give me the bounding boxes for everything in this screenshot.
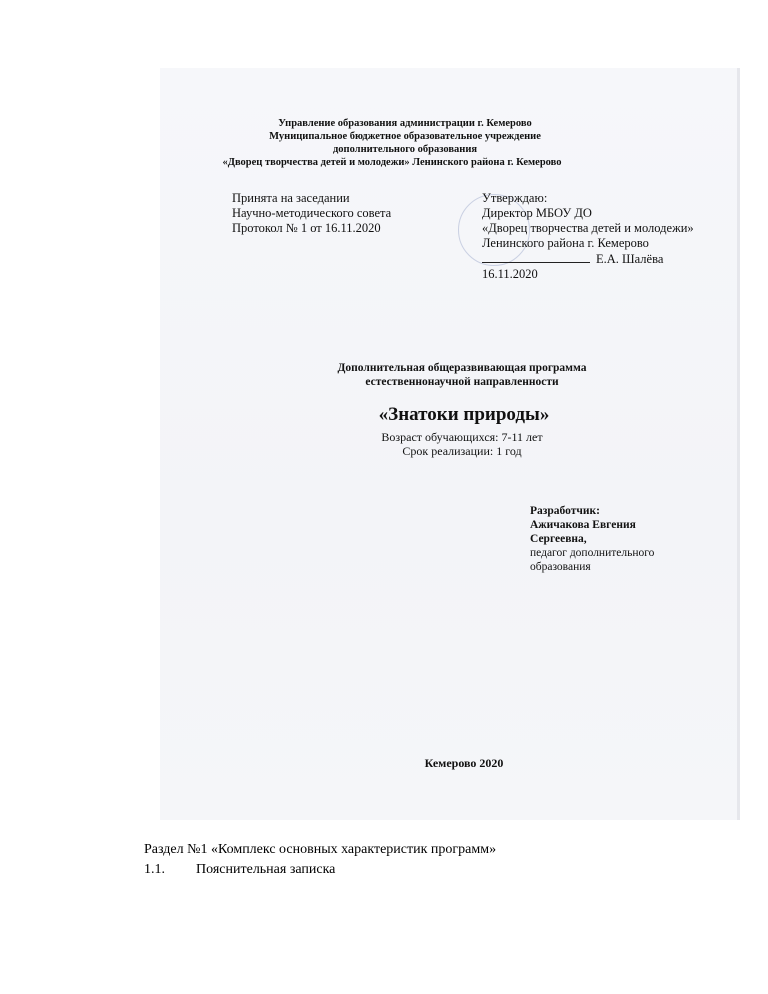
header-line-3: дополнительного образования: [332, 144, 478, 155]
approved-line-2: Директор МБОУ ДО: [482, 206, 592, 220]
accepted-line-3: Протокол № 1 от 16.11.2020: [232, 221, 381, 235]
program-age: Возраст обучающихся: 7-11 лет: [381, 430, 543, 444]
developer-name-2: Сергеевна,: [530, 533, 587, 545]
program-type-line-2: естественнонаучной направленности: [365, 376, 559, 388]
program-type-line-1: Дополнительная общеразвивающая программа: [337, 362, 587, 374]
footer-city-year: Кемерово 2020: [424, 756, 504, 770]
scan-edge: [737, 68, 740, 820]
developer-block: [530, 504, 654, 574]
accepted-line-2: Научно-методического совета: [232, 206, 392, 220]
approved-line-4: Ленинского района г. Кемерово: [482, 236, 649, 250]
developer-role-1: педагог дополнительного: [530, 547, 655, 559]
section-item-label: Пояснительная записка: [196, 862, 336, 877]
signatory-name: Е.А. Шалёва: [596, 252, 664, 266]
developer-role-2: образования: [530, 561, 591, 573]
approved-date: 16.11.2020: [482, 267, 538, 281]
developer-name-1: Ажичакова Евгения: [530, 519, 636, 531]
section-item: [144, 862, 335, 878]
header-line-1: Управление образования администрации г. Кемерово: [278, 118, 532, 129]
section-heading: Раздел №1 «Комплекс основных характеристик программ»: [144, 842, 497, 857]
approved-block: [482, 191, 694, 282]
header-line-4: «Дворец творчества детей и молодежи» Ленинского района г. Кемерово: [222, 157, 562, 168]
accepted-line-1: Принята на заседании: [232, 191, 350, 205]
signature-line: [482, 251, 694, 267]
header-line-2: Муниципальное бюджетное образовательное учреждение: [269, 131, 541, 142]
approved-line-3: «Дворец творчества детей и молодежи»: [482, 221, 694, 235]
accepted-block: [232, 191, 391, 236]
program-title: «Знатоки природы»: [378, 404, 550, 425]
title-page-scan: [160, 68, 740, 820]
signature-blank: [482, 251, 590, 263]
program-duration: Срок реализации: 1 год: [402, 444, 522, 458]
approved-line-1: Утверждаю:: [482, 191, 548, 205]
section-item-number: 1.1.: [144, 862, 165, 877]
developer-label: Разработчик:: [530, 505, 600, 517]
